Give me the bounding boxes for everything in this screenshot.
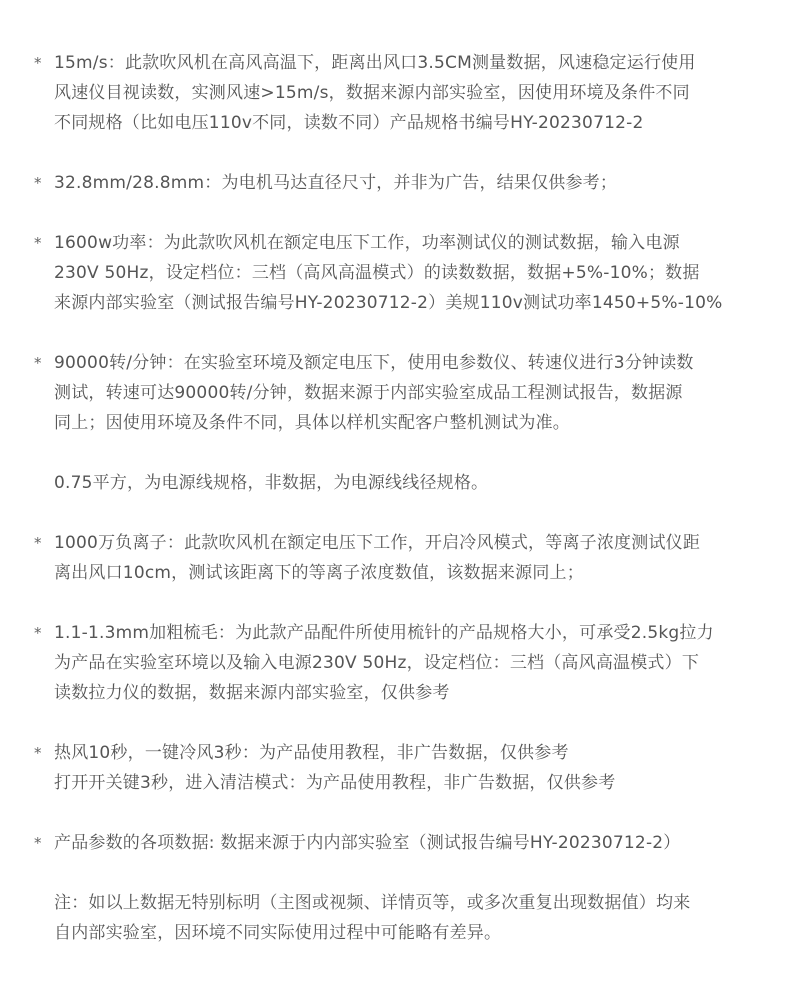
asterisk-marker: * (34, 234, 42, 252)
asterisk-marker: * (34, 354, 42, 372)
footnote-text-line: 15m/s：此款吹风机在高风高温下，距离出风口3.5CM测量数据，风速稳定运行使用 (54, 53, 696, 73)
footnote-text-line: 自内部实验室，因环境不同实际使用过程中可能略有差异。 (54, 923, 502, 943)
footnote-text-line: 打开开关键3秒，进入清洁模式：为产品使用教程，非广告数据，仅供参考 (54, 773, 616, 793)
footnote-text-line: 0.75平方，为电源线规格，非数据，为电源线线径规格。 (54, 473, 489, 493)
footnote-item (0, 168, 790, 198)
footnote-text-line: 来源内部实验室（测试报告编号HY-20230712-2）美规110v测试功率1450+5%-10% (54, 293, 723, 313)
footnote-text-line: 90000转/分钟：在实验室环境及额定电压下，使用电参数仪、转速仪进行3分钟读数 (54, 353, 694, 373)
footnote-text-line: 1.1-1.3mm加粗梳毛：为此款产品配件所使用梳针的产品规格大小，可承受2.5kg拉力 (54, 623, 714, 643)
footnote-text-line: 注：如以上数据无特别标明（主图或视频、详情页等，或多次重复出现数据值）均来 (54, 893, 691, 913)
footnote-item (0, 528, 790, 588)
footnote-item (0, 828, 790, 858)
footnote-text-line: 为产品在实验室环境以及输入电源230V 50Hz，设定档位：三档（高风高温模式）下 (54, 653, 700, 673)
asterisk-marker: * (34, 834, 42, 852)
asterisk-marker: * (34, 744, 42, 762)
footnote-text-line: 230V 50Hz，设定档位：三档（高风高温模式）的读数数据，数据+5%-10%；数据 (54, 263, 700, 283)
footnote-item (0, 888, 790, 948)
footnote-text-line: 风速仪目视读数，实测风速>15m/s，数据来源内部实验室，因使用环境及条件不同 (54, 83, 690, 103)
asterisk-marker: * (34, 624, 42, 642)
footnote-text-line: 同上；因使用环境及条件不同，具体以样机实配客户整机测试为准。 (54, 413, 570, 433)
footnote-text-line: 1600w功率：为此款吹风机在额定电压下工作，功率测试仪的测试数据，输入电源 (54, 233, 680, 253)
footnote-text-line: 32.8mm/28.8mm：为电机马达直径尺寸，并非为广告，结果仅供参考； (54, 173, 618, 193)
footnote-text-line: 1000万负离子：此款吹风机在额定电压下工作，开启冷风模式，等离子浓度测试仪距 (54, 533, 701, 553)
footnote-item (0, 348, 790, 438)
footnote-item (0, 48, 790, 138)
footnote-item (0, 618, 790, 708)
footnote-text-line: 离出风口10cm，测试该距离下的等离子浓度数值，该数据来源同上； (54, 563, 584, 583)
footnote-text-line: 产品参数的各项数据: 数据来源于内内部实验室（测试报告编号HY-20230712-2） (54, 833, 681, 853)
footnote-text-line: 读数拉力仪的数据，数据来源内部实验室，仅供参考 (54, 683, 450, 703)
footnote-item (0, 468, 790, 498)
footnote-text-line: 热风10秒，一键冷风3秒：为产品使用教程，非广告数据，仅供参考 (54, 743, 569, 763)
footnote-item (0, 738, 790, 798)
asterisk-marker: * (34, 54, 42, 72)
footnote-item (0, 228, 790, 318)
footnote-text-line: 测试，转速可达90000转/分钟，数据来源于内部实验室成品工程测试报告，数据源 (54, 383, 683, 403)
footnote-text-line: 不同规格（比如电压110v不同，读数不同）产品规格书编号HY-20230712-2 (54, 113, 644, 133)
asterisk-marker: * (34, 534, 42, 552)
asterisk-marker: * (34, 174, 42, 192)
